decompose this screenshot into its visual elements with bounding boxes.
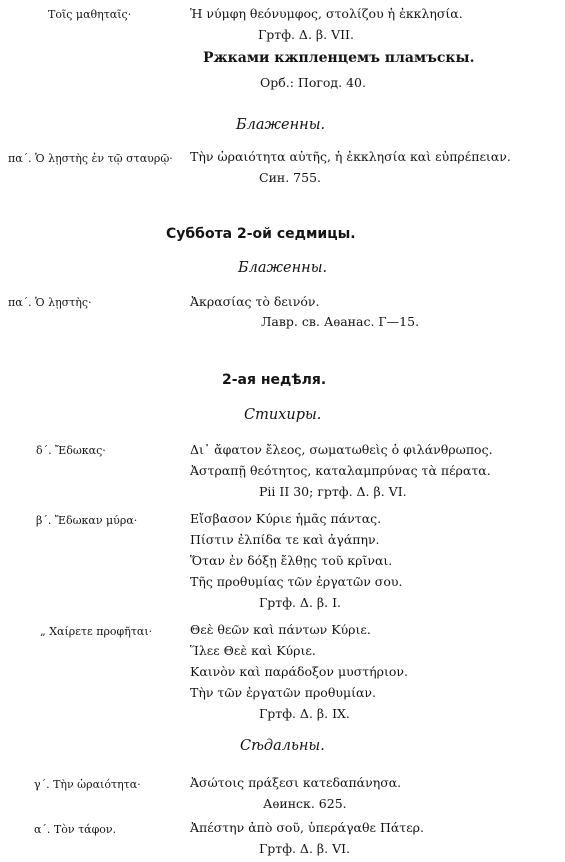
- section-heading: Сѣдальны.: [240, 738, 325, 754]
- manuscript-reference: Гртф. Δ. β. VII.: [258, 27, 354, 42]
- hymn-line: Ἀπέστην ἀπὸ σοῦ, ὑπεράγαθε Πάτερ.: [190, 820, 425, 835]
- manuscript-reference: Аѳинск. 625.: [263, 796, 347, 811]
- section-heading: Блаженны.: [236, 117, 326, 133]
- hymn-line: Θεὲ θεῶν καὶ πάντων Κύριε.: [190, 622, 371, 637]
- manuscript-reference: Лавр. св. Аѳанас. Г—15.: [261, 314, 420, 329]
- hymn-line: Τὴν τῶν ἐργατῶν προθυμίαν.: [190, 685, 376, 700]
- incipit-label: πα΄. Ὁ λῃστὴς ἐν τῷ σταυρῷ·: [8, 152, 173, 165]
- hymn-line: Εἴσβασον Κύριε ἡμᾶς πάντας.: [190, 511, 382, 526]
- manuscript-reference: Pii II 30; гртф. Δ. β. VI.: [259, 484, 407, 499]
- manuscript-reference: Гртф. Δ. β. VI.: [259, 841, 351, 856]
- incipit-label: γ΄. Τὴν ὡραιότητα·: [34, 778, 141, 791]
- week-heading: 2-ая недѣля.: [222, 372, 327, 388]
- manuscript-reference: Гртф. Δ. β. IX.: [259, 706, 350, 721]
- hymn-line: Ἀσώτοις πράξεσι κατεδαπάνησα.: [190, 775, 402, 790]
- incipit-label: „ Χαίρετε προφῆται·: [40, 625, 153, 638]
- section-heading: Блаженны.: [238, 260, 328, 276]
- hymn-line: Ἀκρασίας τὸ δεινόν.: [190, 294, 320, 309]
- hymn-line: Τὴν ὡραιότητα αὐτῆς, ἡ ἐκκλησία καὶ εὐπρέπειαν.: [190, 149, 511, 164]
- incipit-label: πα΄. Ὁ λῃστὴς·: [8, 296, 92, 309]
- hymn-line: Τῆς προθυμίας τῶν ἐργατῶν σου.: [190, 574, 403, 589]
- hymn-line: Δι᾽ ἄφατον ἔλεος, σωματωθεὶς ὁ φιλάνθρωπος.: [190, 442, 493, 457]
- incipit-label: Τοῖς μαθηταῖς·: [48, 8, 132, 21]
- manuscript-reference: Син. 755.: [259, 170, 322, 185]
- hymn-line: Πίστιν ἐλπίδα τε καὶ ἀγάπην.: [190, 532, 380, 547]
- slavonic-hymn-line: Ржками кжпленцемъ пламъскы.: [203, 50, 475, 66]
- day-heading: Суббота 2-ой седмицы.: [166, 226, 356, 242]
- incipit-label: β΄. Ἔδωκαν μύρα·: [36, 514, 138, 527]
- incipit-label: α΄. Τὸν τάφον.: [34, 823, 117, 836]
- incipit-label: δ΄. Ἔδωκας·: [36, 444, 106, 457]
- manuscript-reference: Гртф. Δ. β. I.: [259, 595, 341, 610]
- hymn-line: Καινὸν καὶ παράδοξον μυστήριον.: [190, 664, 408, 679]
- section-heading: Стихиры.: [244, 407, 322, 423]
- manuscript-reference: Орб.: Погод. 40.: [260, 75, 366, 90]
- hymn-line: Ὅταν ἐν δόξῃ ἔλθῃς τοῦ κρῖναι.: [190, 553, 393, 568]
- hymn-line: Ἡ νύμφη θεόνυμφος, στολίζου ἡ ἐκκλησία.: [190, 6, 463, 21]
- hymn-line: Ἀστραπῇ θεότητος, καταλαμπρύνας τὰ πέρατα.: [190, 463, 491, 478]
- hymn-line: Ἵλεε Θεὲ καὶ Κύριε.: [190, 643, 316, 658]
